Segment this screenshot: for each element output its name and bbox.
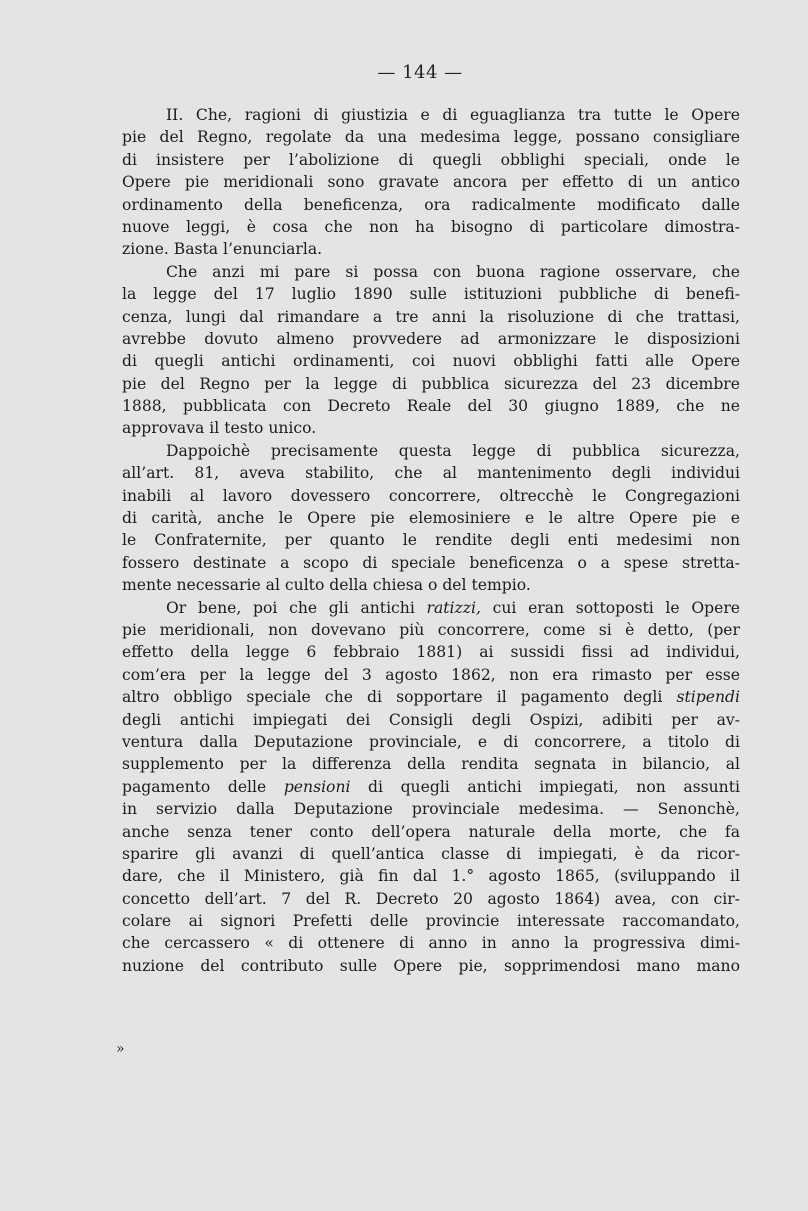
- italic-word: stipendi: [676, 688, 740, 707]
- line-text: Opere pie meridionali sono gravate ancora per effetto di un antico: [122, 173, 740, 192]
- line-text: Che anzi mi pare si possa con buona ragione osservare, che: [166, 262, 740, 281]
- text-line: [122, 104, 740, 126]
- line-text: di quegli antichi ordinamenti, coi nuovi obblighi fatti alle Opere: [122, 352, 740, 371]
- text-line: [122, 507, 740, 529]
- text-line: [122, 709, 740, 731]
- line-text: concetto dell’art. 7 del R. Decreto 20 agosto 1864) avea, con cir-: [122, 889, 740, 908]
- text-line: [122, 126, 740, 148]
- body-text: [122, 104, 740, 977]
- text-line: [122, 910, 740, 932]
- line-text: pie del Regno per la legge di pubblica sicurezza del 23 dicembre: [122, 374, 740, 393]
- line-text: inabili al lavoro dovessero concorrere, oltrecchè le Congregazioni: [122, 486, 740, 505]
- line-text-after: di quegli antichi impiegati, non assunti: [350, 777, 740, 796]
- line-text: mente necessarie al culto della chiesa o del tempio.: [122, 576, 531, 595]
- line-text: nuove leggi, è cosa che non ha bisogno di particolare dimostra-: [122, 217, 740, 236]
- line-text: pagamento delle: [122, 777, 267, 796]
- line-text: colare ai signori Prefetti delle provincie interessate raccomandato,: [122, 912, 740, 931]
- text-line: [122, 821, 740, 843]
- line-text: fossero destinate a scopo di speciale beneficenza o a spese stretta-: [122, 553, 740, 572]
- line-text-after: cui eran sottoposti le Opere: [480, 598, 741, 617]
- text-line: [122, 216, 740, 238]
- text-line: [122, 641, 740, 663]
- text-line: [122, 485, 740, 507]
- text-line: [122, 619, 740, 641]
- text-line: [122, 552, 740, 574]
- line-text: di insistere per l’abolizione di quegli obblighi speciali, onde le: [122, 150, 740, 169]
- line-text: la legge del 17 luglio 1890 sulle istituzioni pubbliche di benefi-: [122, 285, 740, 304]
- paragraph: [122, 440, 740, 597]
- text-line: [122, 171, 740, 193]
- line-text: Dappoichè precisamente questa legge di pubblica sicurezza,: [166, 441, 740, 460]
- line-text: degli antichi impiegati dei Consigli degli Ospizi, adibiti per av-: [122, 710, 740, 729]
- line-text: altro obbligo speciale che di sopportare il pagamento degli: [122, 688, 663, 707]
- text-line: [122, 686, 740, 708]
- text-line: [122, 574, 740, 596]
- paragraph: [122, 261, 740, 440]
- text-line: [122, 529, 740, 551]
- text-line: [122, 261, 740, 283]
- text-line: [122, 238, 740, 260]
- line-text: sparire gli avanzi di quell’antica classe di impiegati, è da ricor-: [122, 844, 740, 863]
- text-line: [122, 149, 740, 171]
- line-text: effetto della legge 6 febbraio 1881) ai sussidi fissi ad individui,: [122, 643, 740, 662]
- line-text: Or bene, poi che gli antichi: [166, 598, 415, 617]
- line-text: com’era per la legge del 3 agosto 1862, non era rimasto per esse: [122, 665, 740, 684]
- line-text: 1888, pubblicata con Decreto Reale del 30 giugno 1889, che ne: [122, 397, 740, 416]
- line-text: ventura dalla Deputazione provinciale, e di concorrere, a titolo di: [122, 732, 740, 751]
- text-line: [122, 955, 740, 977]
- line-text: all’art. 81, aveva stabilito, che al mantenimento degli individui: [122, 464, 740, 483]
- line-text: cenza, lungi dal rimandare a tre anni la risoluzione di che trattasi,: [122, 307, 740, 326]
- line-text: pie del Regno, regolate da una medesima legge, possano consigliare: [122, 128, 740, 147]
- text-line: [122, 395, 740, 417]
- text-line: [122, 440, 740, 462]
- page-number: — 144 —: [377, 62, 463, 83]
- italic-word: ratizzi,: [426, 598, 481, 617]
- text-line: [122, 776, 740, 798]
- text-line: [122, 753, 740, 775]
- text-line: [122, 283, 740, 305]
- text-line: [122, 194, 740, 216]
- line-text: nuzione del contributo sulle Opere pie, sopprimendosi mano mano: [122, 956, 740, 975]
- line-text: avrebbe dovuto almeno provvedere ad armonizzare le disposizioni: [122, 329, 740, 348]
- text-line: [122, 597, 740, 619]
- text-line: [122, 932, 740, 954]
- line-text: supplemento per la differenza della rendita segnata in bilancio, al: [122, 755, 740, 774]
- text-line: [122, 417, 740, 439]
- text-line: [122, 350, 740, 372]
- line-text: II. Che, ragioni di giustizia e di eguaglianza tra tutte le Opere: [166, 106, 740, 124]
- text-line: [122, 328, 740, 350]
- text-line: [122, 798, 740, 820]
- line-text: che cercassero « di ottenere di anno in anno la progressiva dimi-: [122, 934, 740, 953]
- line-text: pie meridionali, non dovevano più concorrere, come si è detto, (per: [122, 620, 740, 639]
- line-text: anche senza tener conto dell’opera naturale della morte, che fa: [122, 822, 740, 841]
- text-line: [122, 664, 740, 686]
- text-line: [122, 306, 740, 328]
- line-text: ordinamento della beneficenza, ora radicalmente modificato dalle: [122, 195, 740, 214]
- line-text: in servizio dalla Deputazione provinciale medesima. — Senonchè,: [122, 800, 740, 819]
- text-line: [122, 373, 740, 395]
- margin-quote-mark: »: [116, 1041, 125, 1057]
- text-line: [122, 462, 740, 484]
- text-line: [122, 865, 740, 887]
- paragraph: [122, 104, 740, 261]
- line-text: approvava il testo unico.: [122, 419, 317, 438]
- line-text: zione. Basta l’enunciarla.: [122, 240, 323, 259]
- text-line: [122, 888, 740, 910]
- paragraph: [122, 597, 740, 978]
- text-line: [122, 731, 740, 753]
- line-text: di carità, anche le Opere pie elemosiniere e le altre Opere pie e: [122, 509, 740, 528]
- italic-word: pensioni: [283, 777, 351, 796]
- line-text: dare, che il Ministero, già fin dal 1.° agosto 1865, (sviluppando il: [122, 867, 740, 886]
- line-text: le Confraternite, per quanto le rendite degli enti medesimi non: [122, 531, 740, 550]
- text-line: [122, 843, 740, 865]
